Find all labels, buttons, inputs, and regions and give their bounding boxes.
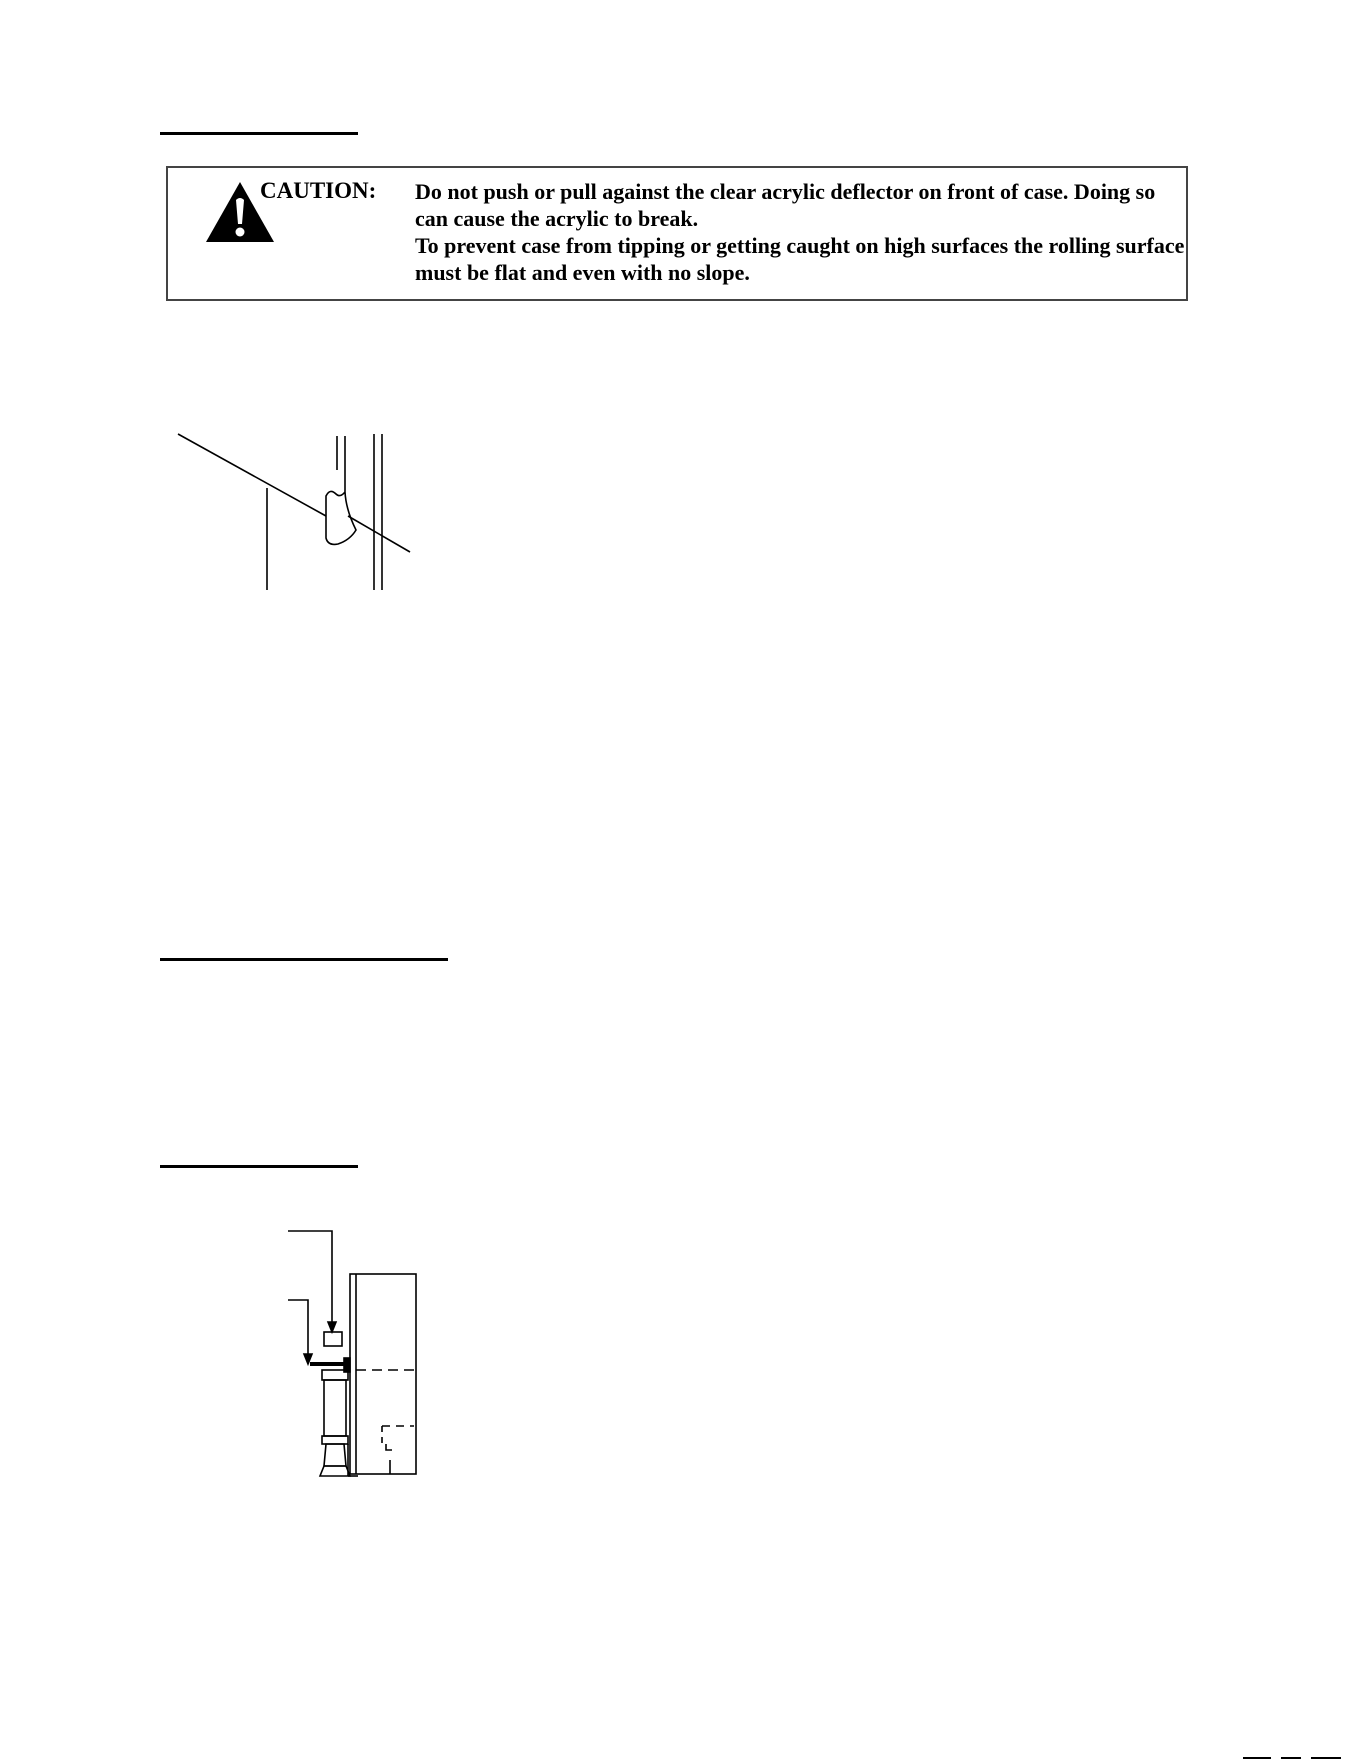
caution-line-tipping: To prevent case from tipping or getting caught on high surfaces the rolling surface must be flat and even with no slope. bbox=[415, 233, 1185, 285]
footer-marks bbox=[1241, 1755, 1361, 1761]
caution-line-acrylic: Do not push or pull against the clear acrylic deflector on front of case. Doing so can cause the acrylic to break. bbox=[415, 179, 1156, 231]
section-heading-underline bbox=[160, 958, 448, 961]
leveler-diagram bbox=[280, 1230, 430, 1490]
section-heading-underline bbox=[160, 1165, 358, 1168]
caution-text bbox=[415, 178, 1185, 286]
caution-box bbox=[166, 166, 1188, 301]
caution-label: CAUTION: bbox=[260, 178, 377, 203]
section-heading-underline bbox=[160, 132, 358, 135]
hinge-diagram bbox=[170, 430, 410, 590]
